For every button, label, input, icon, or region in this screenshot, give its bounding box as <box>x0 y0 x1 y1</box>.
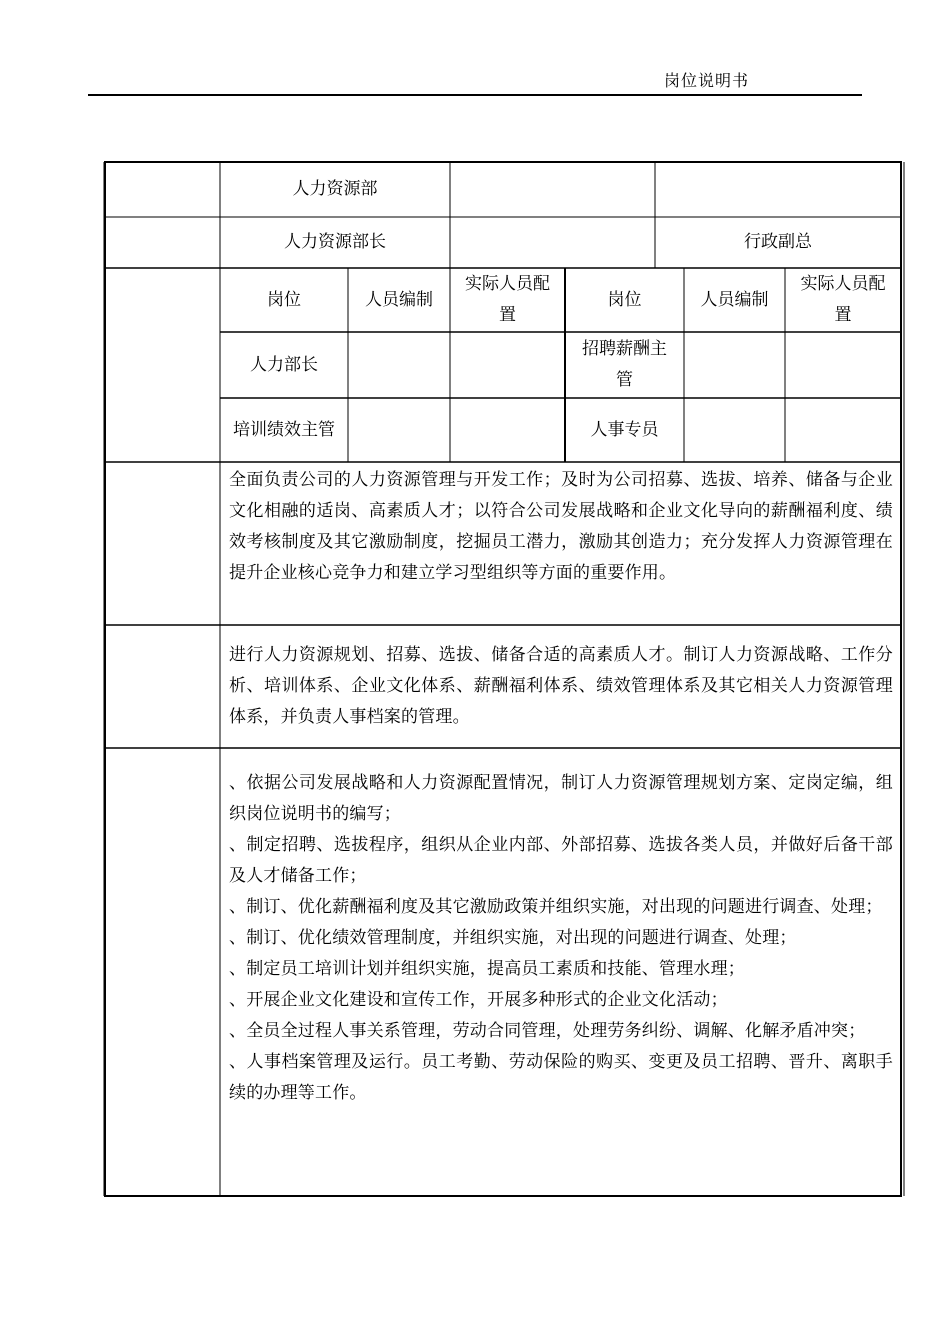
duty-item: 、制订、优化薪酬福利度及其它激励政策并组织实施，对出现的问题进行调查、处理； <box>229 897 883 917</box>
purpose-label <box>105 462 220 625</box>
department-label <box>105 162 220 217</box>
duties-detail-list <box>229 768 893 1109</box>
staffing-col-quota: 人员编制 <box>365 289 433 310</box>
position-code-value <box>655 162 901 217</box>
document-type-label: 岗位说明书 <box>664 71 750 90</box>
duty-item: 、制定员工培训计划并组织实施，提高员工素质和技能、管理水理； <box>229 959 745 979</box>
duties-summary-label <box>105 625 172 748</box>
staffing-row1-position: 人力部长 <box>250 354 318 375</box>
staffing-row1-position-2: 招聘薪酬主管 <box>582 339 667 390</box>
duty-item: 、依据公司发展战略和人力资源配置情况，制订人力资源管理规划方案、定岗定编，组织岗位说明书的编写； <box>229 773 893 824</box>
staffing-col-actual: 实际人员配置 <box>465 274 550 325</box>
position-code-label <box>450 162 605 217</box>
duties-summary-text: 进行人力资源规划、招募、选拔、储备合适的高素质人才。制订人力资源战略、工作分析、培训体系、企业文化体系、薪酬福利体系、绩效管理体系及其它相关人力资源管理体系，并负责人事档案的管理。 <box>229 645 893 727</box>
superior-label <box>450 217 605 268</box>
staffing-col-position-2: 岗位 <box>607 289 642 310</box>
staffing-row2-position-2: 人事专员 <box>590 419 659 440</box>
department-value: 人力资源部 <box>292 179 378 199</box>
staffing-col-quota-2: 人员编制 <box>700 289 769 310</box>
position-name-value: 人力资源部长 <box>284 232 386 252</box>
header-rule <box>88 94 862 96</box>
position-name-label <box>105 217 172 268</box>
superior-value: 行政副总 <box>744 232 812 252</box>
duties-detail-label <box>105 748 220 1196</box>
duty-item: 、制定招聘、选拔程序，组织从企业内部、外部招募、选拔各类人员，并做好后备干部及人才储备工作； <box>229 835 893 886</box>
duty-item: 、制订、优化绩效管理制度，并组织实施，对出现的问题进行调查、处理； <box>229 928 797 948</box>
duty-item: 、全员全过程人事关系管理，劳动合同管理，处理劳务纠纷、调解、化解矛盾冲突； <box>229 1021 866 1041</box>
duty-item: 、开展企业文化建设和宣传工作，开展多种形式的企业文化活动； <box>229 990 728 1010</box>
staffing-col-actual-2: 实际人员配置 <box>800 274 886 325</box>
purpose-text: 全面负责公司的人力资源管理与开发工作；及时为公司招募、选拔、培养、储备与企业文化相融的适岗、高素质人才；以符合公司发展战略和企业文化导向的薪酬福利度、绩效考核制度及其它激励制度，挖掘员工潜力，激励其创造力；充分发挥人力资源管理在提升企业核心竞争力和建立学习型组织等方面的重要作用。 <box>229 470 893 583</box>
staffing-col-position: 岗位 <box>267 289 301 310</box>
staffing-row2-position: 培训绩效主管 <box>233 419 335 440</box>
staffing-label <box>105 268 172 462</box>
duty-item: 、人事档案管理及运行。员工考勤、劳动保险的购买、变更及员工招聘、晋升、离职手续的办理等工作。 <box>229 1052 893 1103</box>
